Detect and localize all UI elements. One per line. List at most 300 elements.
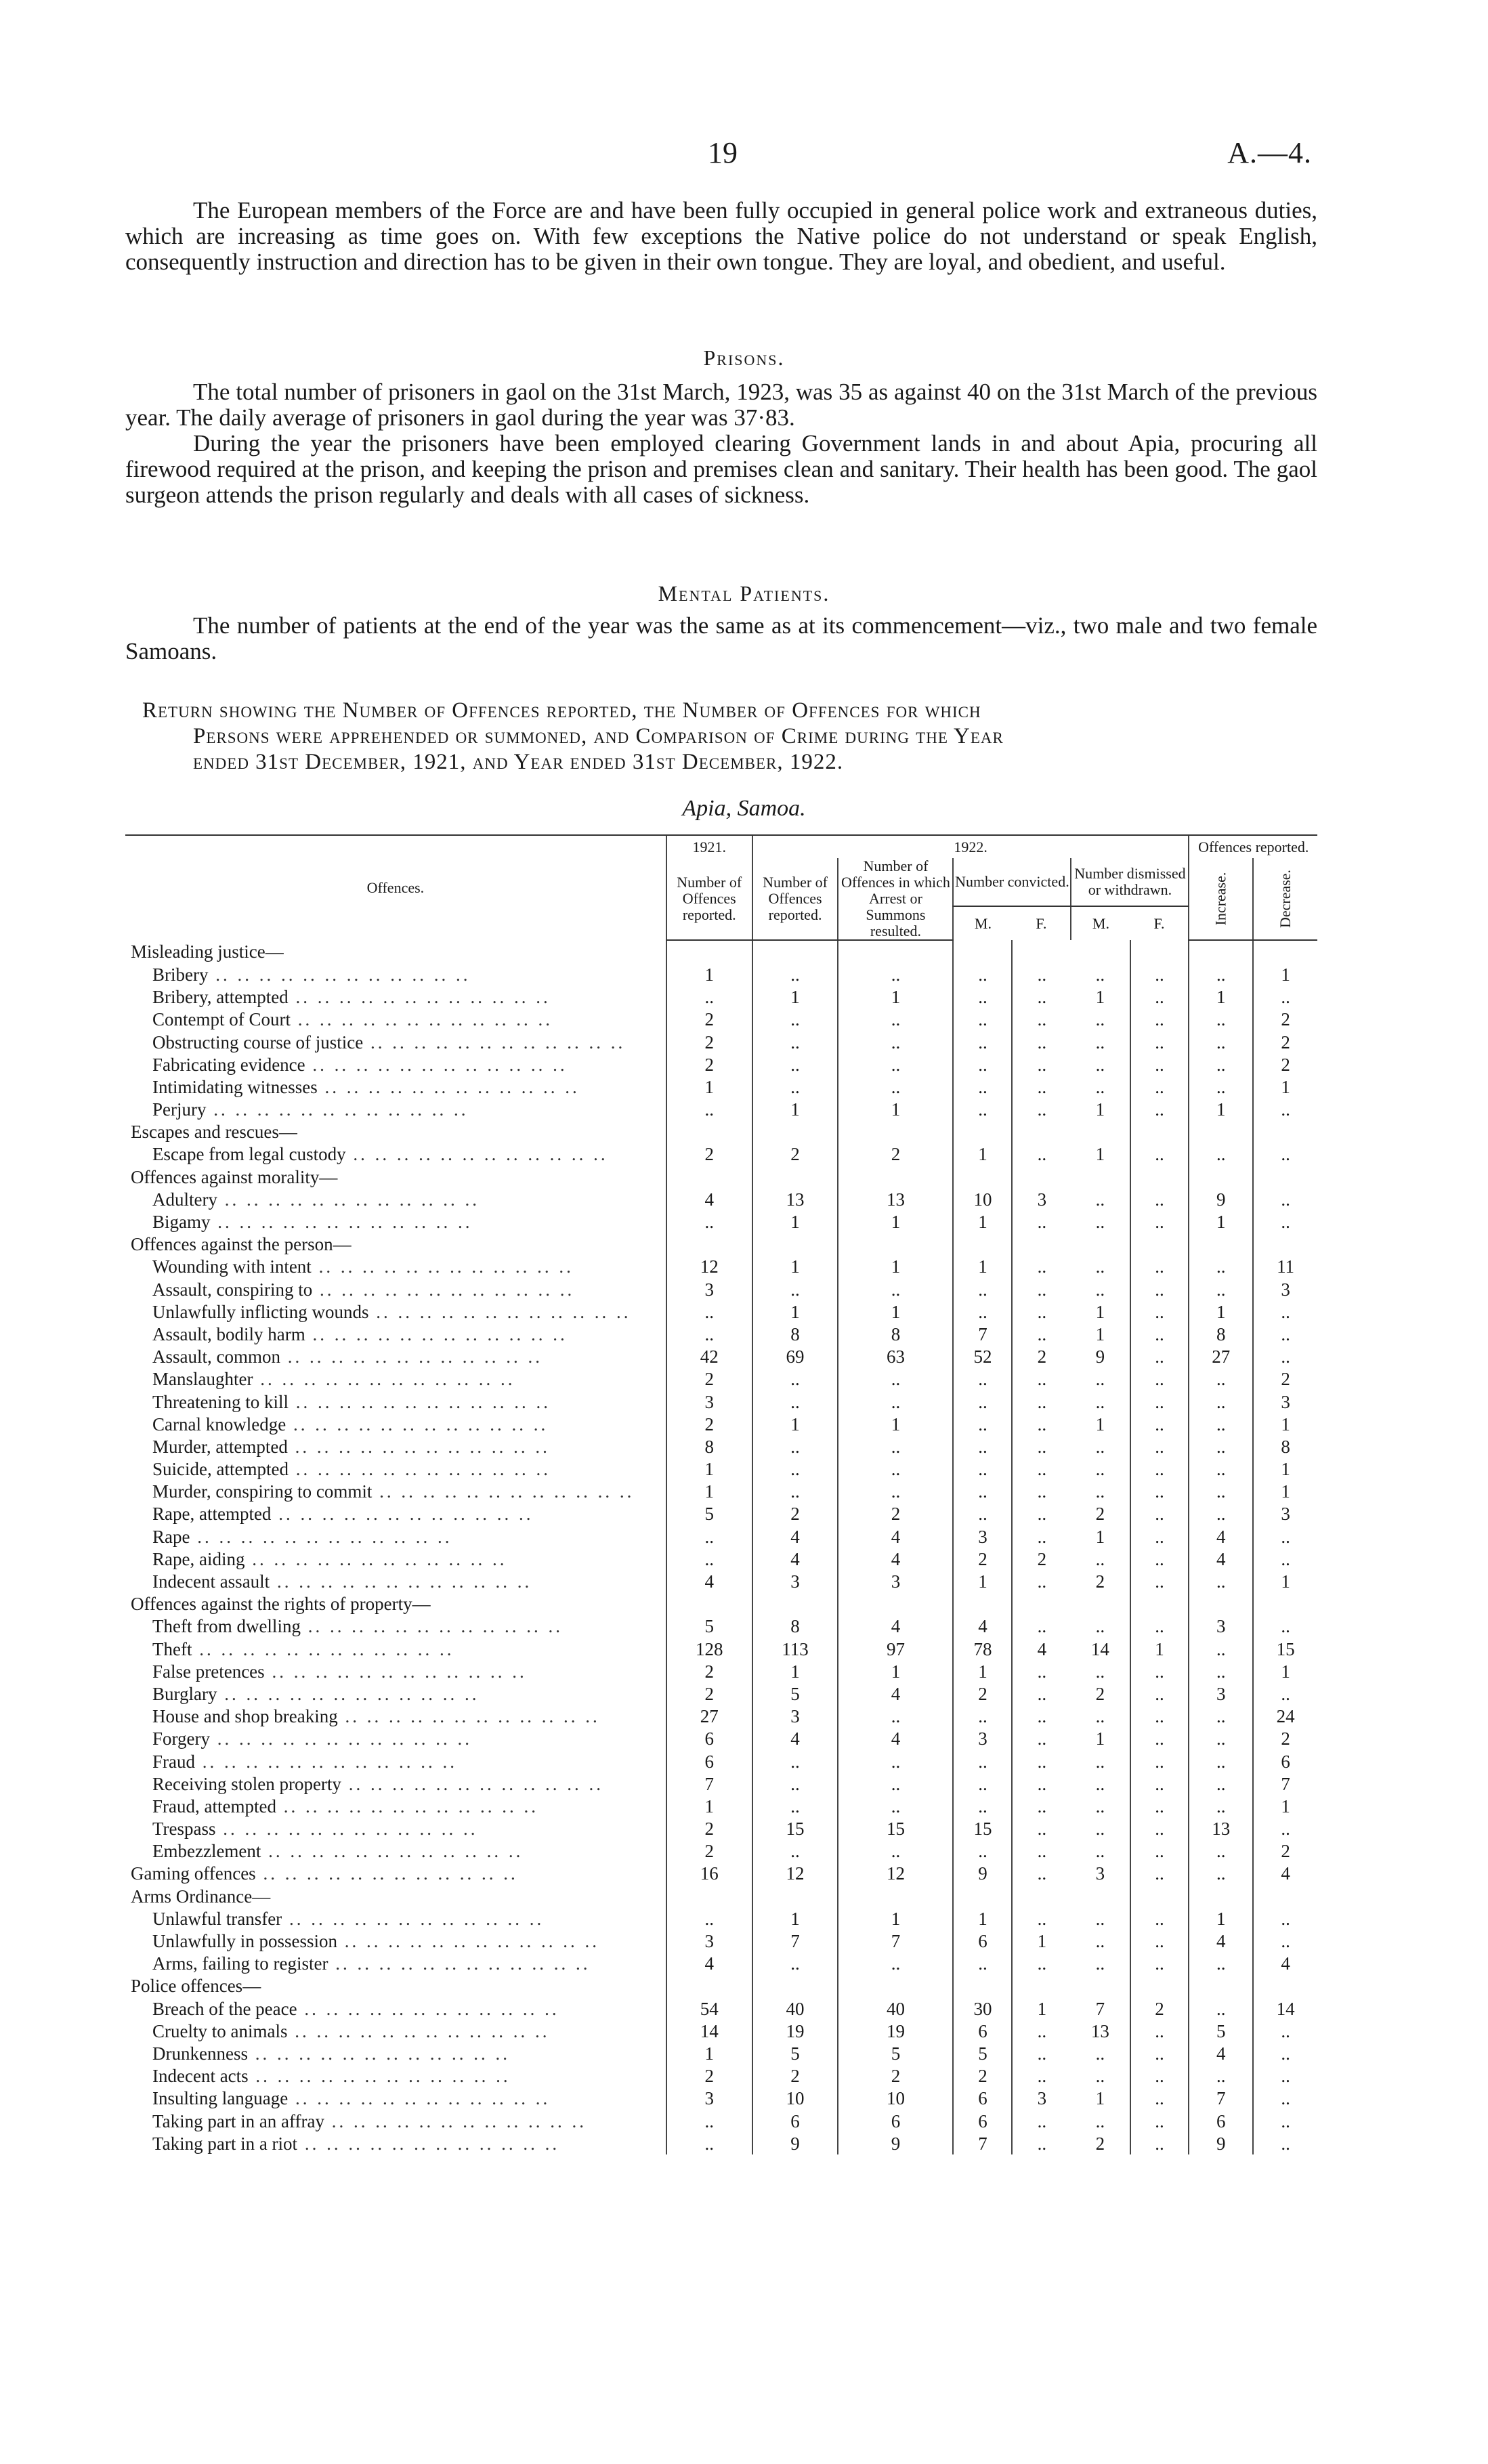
- table-cell: ..: [1130, 1390, 1189, 1413]
- table-cell: ..: [953, 1705, 1012, 1728]
- table-cell: ..: [1012, 2042, 1071, 2064]
- leader-dots: .. .. .. .. .. .. .. .. .. .. .. ..: [270, 1571, 532, 1592]
- table-cell: ..: [1012, 1076, 1071, 1098]
- table-cell: ..: [1130, 1076, 1189, 1098]
- offence-name: Breach of the peace .. .. .. .. .. .. .. .. .. .. .. ..: [152, 1998, 559, 2019]
- table-cell: 19: [752, 2020, 838, 2042]
- decrease-header: Decrease.: [1253, 858, 1317, 940]
- table-cell: ..: [1012, 986, 1071, 1008]
- table-row: [125, 1930, 1317, 1952]
- table-row: [125, 1323, 1317, 1345]
- table-cell: 8: [666, 1435, 752, 1458]
- leader-dots: .. .. .. .. .. .. .. .. .. .. .. ..: [288, 1459, 551, 1480]
- table-cell: ..: [1130, 1570, 1189, 1592]
- table-cell: [1071, 940, 1130, 963]
- table-cell: ..: [752, 1953, 838, 1975]
- table-cell: ..: [953, 1435, 1012, 1458]
- table-cell: ..: [1012, 1953, 1071, 1975]
- table-cell: ..: [1189, 1278, 1253, 1300]
- table-cell: ..: [752, 1481, 838, 1503]
- table-cell: ..: [1130, 1818, 1189, 1840]
- table-cell: 2: [1253, 1840, 1317, 1863]
- table-cell: 12: [752, 1863, 838, 1885]
- table-cell: 13: [1189, 1818, 1253, 1840]
- table-row: [125, 1233, 1317, 1256]
- table-cell: 4: [752, 1525, 838, 1548]
- table-cell: 1: [1189, 986, 1253, 1008]
- table-cell: 1: [666, 1795, 752, 1817]
- offence-name: Indecent assault .. .. .. .. .. .. .. .. .. .. .. ..: [152, 1571, 532, 1592]
- table-cell: 7: [838, 1930, 953, 1952]
- table-cell: ..: [953, 1368, 1012, 1390]
- table-cell: 1: [1253, 1795, 1317, 1817]
- dismissed-male-header: M.: [1071, 906, 1130, 940]
- table-cell: ..: [838, 1795, 953, 1817]
- table-cell: ..: [1189, 1413, 1253, 1435]
- offence-name: Misleading justice—: [131, 941, 284, 962]
- table-cell: 3: [1189, 1682, 1253, 1705]
- table-cell: 1: [838, 1660, 953, 1682]
- table-cell: ..: [1012, 1099, 1071, 1121]
- table-cell: 40: [838, 1997, 953, 2020]
- table-cell: ..: [1189, 1031, 1253, 1053]
- table-cell: 2: [1095, 1683, 1105, 1704]
- leader-dots: .. .. .. .. .. .. .. .. .. .. .. ..: [217, 1683, 480, 1704]
- table-cell: ..: [953, 986, 1012, 1008]
- return-title: [142, 698, 1317, 775]
- table-cell: 9: [752, 2132, 838, 2154]
- offence-name: Contempt of Court .. .. .. .. .. .. .. .. .. .. .. ..: [152, 1009, 553, 1030]
- table-cell: 69: [752, 1346, 838, 1368]
- table-cell: ..: [1095, 1459, 1105, 1480]
- table-cell: 6: [953, 1930, 1012, 1952]
- table-cell: 1: [838, 1256, 953, 1278]
- table-row: [125, 1548, 1317, 1570]
- mental-patients-paragraph: The number of patients at the end of the year was the same as at its commencement—viz., two male and two female Samoans.: [125, 612, 1317, 664]
- leader-dots: .. .. .. .. .. .. .. .. .. .. .. ..: [195, 1751, 457, 1772]
- table-row: [125, 1210, 1317, 1233]
- table-cell: 15: [838, 1818, 953, 1840]
- table-cell: 19: [838, 2020, 953, 2042]
- table-cell: ..: [1189, 1503, 1253, 1525]
- table-row: [125, 1907, 1317, 1930]
- table-cell: 2: [1253, 1008, 1317, 1031]
- table-row: [125, 1750, 1317, 1772]
- table-row: [125, 1166, 1317, 1188]
- leader-dots: .. .. .. .. .. .. .. .. .. .. .. ..: [291, 1009, 553, 1030]
- table-cell: ..: [1130, 2042, 1189, 2064]
- table-cell: ..: [1130, 1346, 1189, 1368]
- table-row: [125, 1458, 1317, 1481]
- table-cell: ..: [1095, 1391, 1105, 1412]
- leader-dots: .. .. .. .. .. .. .. .. .. .. .. ..: [311, 1256, 574, 1277]
- table-cell: ..: [1130, 1503, 1189, 1525]
- table-cell: [838, 1121, 953, 1143]
- table-cell: ..: [953, 1503, 1012, 1525]
- table-cell: 3: [666, 1930, 752, 1952]
- table-cell: [752, 1593, 838, 1615]
- place-caption: Apia, Samoa.: [682, 796, 806, 821]
- table-cell: 15: [953, 1818, 1012, 1840]
- table-row: [125, 1143, 1317, 1166]
- leader-dots: .. .. .. .. .. .. .. .. .. .. .. ..: [287, 2020, 550, 2041]
- table-cell: 6: [953, 2087, 1012, 2110]
- table-cell: ..: [1012, 1863, 1071, 1885]
- return-title-line-1: Return showing the Number of Offences reported, the Number of Offences for which: [142, 698, 981, 723]
- table-cell: 9: [1189, 2132, 1253, 2154]
- offences-column-header: Offences.: [125, 835, 666, 940]
- table-cell: 3: [1253, 1503, 1317, 1525]
- table-cell: 6: [1189, 2110, 1253, 2132]
- offence-name: Bribery .. .. .. .. .. .. .. .. .. .. .. ..: [152, 964, 471, 985]
- table-cell: [1253, 1593, 1317, 1615]
- table-cell: ..: [953, 1795, 1012, 1817]
- table-row: [125, 2110, 1317, 2132]
- table-cell: ..: [1253, 1323, 1317, 1345]
- mental-patients-heading: Mental Patients.: [658, 581, 830, 606]
- table-cell: ..: [1095, 1481, 1105, 1502]
- table-row: [125, 940, 1317, 963]
- table-cell: ..: [1095, 2110, 1105, 2131]
- table-cell: [953, 1593, 1012, 1615]
- table-cell: ..: [1130, 1099, 1189, 1121]
- reported-1921-header: Number of Offences reported.: [666, 858, 752, 940]
- table-cell: 1: [1095, 1728, 1105, 1749]
- table-cell: ..: [1130, 1368, 1189, 1390]
- table-cell: 13: [1090, 2020, 1109, 2041]
- table-cell: ..: [1095, 1751, 1105, 1772]
- table-cell: 6: [752, 2110, 838, 2132]
- table-cell: ..: [1189, 1705, 1253, 1728]
- offence-name: Carnal knowledge .. .. .. .. .. .. .. .. .. .. .. ..: [152, 1414, 549, 1435]
- prisons-section: [125, 379, 1317, 508]
- table-cell: ..: [1012, 1031, 1071, 1053]
- table-cell: ..: [1095, 1706, 1105, 1727]
- table-cell: ..: [953, 1750, 1012, 1772]
- table-cell: ..: [953, 1099, 1012, 1121]
- table-cell: ..: [1130, 1660, 1189, 1682]
- table-row: [125, 1570, 1317, 1592]
- table-cell: ..: [1130, 1615, 1189, 1638]
- table-cell: ..: [1012, 2020, 1071, 2042]
- table-cell: ..: [838, 963, 953, 985]
- table-cell: 1: [838, 1413, 953, 1435]
- table-cell: [1071, 1975, 1130, 1997]
- table-cell: 2: [1095, 1571, 1105, 1592]
- table-cell: ..: [1189, 1458, 1253, 1481]
- leader-dots: .. .. .. .. .. .. .. .. .. .. .. ..: [328, 1953, 591, 1974]
- table-cell: ..: [1012, 1481, 1071, 1503]
- return-title-line-3: ended 31st December, 1921, and Year ended 31st December, 1922.: [193, 750, 844, 774]
- prisons-paragraph-1: The total number of prisoners in gaol on the 31st March, 1923, was 35 as against 40 on the 31st March of the previous year. The daily average of prisoners in gaol during the year was 37·83.: [125, 379, 1317, 431]
- table-cell: 1: [752, 1256, 838, 1278]
- offence-name: Assault, common .. .. .. .. .. .. .. .. .. .. .. ..: [152, 1346, 543, 1367]
- table-cell: ..: [1012, 1682, 1071, 1705]
- prisons-paragraph-2: During the year the prisoners have been employed clearing Government lands in and about Apia, procuring all firewood required at the prison, and keeping the prison and premises clean and sanitary. Their health has been good. The gaol surgeon attends the prison regularly and deals with all cases of sickness.: [125, 430, 1317, 508]
- table-row: [125, 2020, 1317, 2042]
- table-cell: 2: [953, 1548, 1012, 1570]
- table-cell: ..: [1095, 1616, 1105, 1637]
- table-cell: [1012, 1233, 1071, 1256]
- table-cell: 3: [1012, 2087, 1071, 2110]
- table-cell: ..: [1012, 2132, 1071, 2154]
- table-row: [125, 986, 1317, 1008]
- table-row: [125, 1053, 1317, 1076]
- table-cell: 9: [1095, 1346, 1105, 1367]
- table-cell: ..: [1095, 1009, 1105, 1030]
- table-cell: ..: [1130, 1435, 1189, 1458]
- year-1921-header: 1921.: [666, 835, 752, 858]
- offence-name: False pretences .. .. .. .. .. .. .. .. .. .. .. ..: [152, 1661, 527, 1682]
- reported-1922-header: Number of Offences reported.: [752, 858, 838, 940]
- offence-name: Fabricating evidence .. .. .. .. .. .. .. .. .. .. .. ..: [152, 1054, 568, 1075]
- table-cell: [838, 1166, 953, 1188]
- table-cell: 6: [953, 2020, 1012, 2042]
- table-row: [125, 1368, 1317, 1390]
- table-cell: [1071, 1121, 1130, 1143]
- table-cell: ..: [1095, 1841, 1105, 1862]
- table-cell: 7: [1095, 1998, 1105, 2019]
- table-cell: 4: [838, 1548, 953, 1570]
- leader-dots: .. .. .. .. .. .. .. .. .. .. .. ..: [282, 1908, 545, 1929]
- leader-dots: .. .. .. .. .. .. .. .. .. .. .. ..: [312, 1279, 575, 1300]
- return-title-line-2: Persons were apprehended or summoned, and Comparison of Crime during the Year: [193, 724, 1004, 748]
- table-cell: 8: [1253, 1435, 1317, 1458]
- table-cell: 2: [838, 1143, 953, 1166]
- table-cell: 1: [1253, 1481, 1317, 1503]
- offence-name: Threatening to kill .. .. .. .. .. .. .. .. .. .. .. ..: [152, 1391, 551, 1412]
- table-cell: [666, 1166, 752, 1188]
- table-cell: 1: [666, 963, 752, 985]
- table-cell: ..: [838, 1705, 953, 1728]
- table-cell: 3: [1253, 1278, 1317, 1300]
- table-cell: 97: [838, 1638, 953, 1660]
- table-row: [125, 1076, 1317, 1098]
- table-cell: 52: [953, 1346, 1012, 1368]
- offence-name: Gaming offences .. .. .. .. .. .. .. .. .. .. .. ..: [131, 1863, 518, 1884]
- offence-name: Murder, attempted .. .. .. .. .. .. .. .. .. .. .. ..: [152, 1436, 550, 1457]
- table-cell: ..: [1130, 1750, 1189, 1772]
- table-cell: 2: [666, 1143, 752, 1166]
- table-cell: ..: [752, 1278, 838, 1300]
- table-cell: 1: [1095, 1414, 1105, 1435]
- table-cell: 2: [1095, 2133, 1105, 2154]
- table-cell: ..: [1012, 1525, 1071, 1548]
- table-row: [125, 1008, 1317, 1031]
- table-cell: 1: [838, 1099, 953, 1121]
- table-cell: 1: [1095, 2088, 1105, 2109]
- table-cell: ..: [1253, 2110, 1317, 2132]
- table-row: [125, 1188, 1317, 1210]
- table-cell: ..: [1012, 1300, 1071, 1323]
- offence-name: Cruelty to animals .. .. .. .. .. .. .. .. .. .. .. ..: [152, 2020, 550, 2041]
- leader-dots: .. .. .. .. .. .. .. .. .. .. .. ..: [286, 1414, 549, 1435]
- table-cell: [1130, 1233, 1189, 1256]
- table-cell: 1: [953, 1143, 1012, 1166]
- offence-name: Assault, bodily harm .. .. .. .. .. .. .. .. .. .. .. ..: [152, 1323, 568, 1344]
- table-cell: ..: [1253, 1548, 1317, 1570]
- table-cell: 3: [1095, 1863, 1105, 1884]
- table-cell: ..: [666, 1907, 752, 1930]
- leader-dots: .. .. .. .. .. .. .. .. .. .. .. ..: [217, 1189, 480, 1210]
- table-cell: ..: [1012, 1772, 1071, 1795]
- offence-name: Fraud .. .. .. .. .. .. .. .. .. .. .. ..: [152, 1751, 457, 1772]
- table-cell: 1: [752, 986, 838, 1008]
- table-cell: ..: [1095, 964, 1105, 985]
- table-cell: 2: [1253, 1053, 1317, 1076]
- offence-name: Rape, attempted .. .. .. .. .. .. .. .. .. .. .. ..: [152, 1504, 534, 1525]
- leader-dots: .. .. .. .. .. .. .. .. .. .. .. ..: [341, 1773, 603, 1794]
- table-cell: 40: [752, 1997, 838, 2020]
- table-cell: ..: [1095, 1032, 1105, 1053]
- table-cell: [1189, 1121, 1253, 1143]
- table-cell: 2: [838, 2065, 953, 2087]
- table-cell: ..: [838, 1458, 953, 1481]
- table-cell: 63: [838, 1346, 953, 1368]
- table-cell: [1189, 1975, 1253, 1997]
- offence-name: Drunkenness .. .. .. .. .. .. .. .. .. .. .. ..: [152, 2043, 510, 2064]
- offence-name: Escapes and rescues—: [131, 1122, 297, 1143]
- table-cell: [1130, 1121, 1189, 1143]
- offence-name: Receiving stolen property .. .. .. .. .. .. .. .. .. .. .. ..: [152, 1773, 603, 1794]
- table-cell: ..: [1012, 1818, 1071, 1840]
- table-cell: 2: [1095, 1504, 1105, 1525]
- table-cell: ..: [1253, 2042, 1317, 2064]
- leader-dots: .. .. .. .. .. .. .. .. .. .. .. ..: [305, 1323, 568, 1344]
- table-cell: ..: [1253, 2065, 1317, 2087]
- offence-name: Embezzlement .. .. .. .. .. .. .. .. .. .. .. ..: [152, 1841, 524, 1862]
- offences-reported-header: Offences reported.: [1189, 835, 1317, 858]
- table-cell: ..: [1012, 1053, 1071, 1076]
- offence-name: Fraud, attempted .. .. .. .. .. .. .. .. .. .. .. ..: [152, 1796, 538, 1817]
- table-cell: 1: [1095, 1323, 1105, 1344]
- table-cell: 4: [1253, 1953, 1317, 1975]
- table-cell: 4: [838, 1682, 953, 1705]
- table-cell: ..: [1095, 1369, 1105, 1390]
- leader-dots: .. .. .. .. .. .. .. .. .. .. .. ..: [345, 1144, 608, 1165]
- leader-dots: .. .. .. .. .. .. .. .. .. .. .. ..: [288, 1391, 551, 1412]
- table-cell: ..: [1095, 1212, 1105, 1233]
- table-cell: 16: [666, 1863, 752, 1885]
- table-cell: 78: [953, 1638, 1012, 1660]
- table-cell: ..: [1012, 1008, 1071, 1031]
- table-cell: ..: [1130, 1188, 1189, 1210]
- table-cell: ..: [838, 1368, 953, 1390]
- table-cell: ..: [953, 1953, 1012, 1975]
- table-cell: [953, 1121, 1012, 1143]
- table-cell: 10: [752, 2087, 838, 2110]
- table-cell: ..: [752, 1390, 838, 1413]
- table-cell: 1: [953, 1660, 1012, 1682]
- table-cell: ..: [1130, 1323, 1189, 1345]
- table-cell: ..: [1130, 1548, 1189, 1570]
- arrest-summons-header: Number of Offences in which Arrest or Summons resulted.: [838, 858, 953, 940]
- table-cell: ..: [953, 1008, 1012, 1031]
- table-cell: 1: [666, 1076, 752, 1098]
- table-cell: ..: [1012, 1907, 1071, 1930]
- dismissed-header: Number dismissed or withdrawn.: [1071, 858, 1189, 906]
- table-cell: [666, 1975, 752, 1997]
- leader-dots: .. .. .. .. .. .. .. .. .. .. .. ..: [215, 1819, 478, 1840]
- offence-name: Suicide, attempted .. .. .. .. .. .. .. .. .. .. .. ..: [152, 1459, 551, 1480]
- table-row: [125, 1593, 1317, 1615]
- table-cell: 2: [752, 2065, 838, 2087]
- table-cell: ..: [1189, 1840, 1253, 1863]
- table-cell: ..: [1130, 1210, 1189, 1233]
- table-cell: 2: [666, 1368, 752, 1390]
- table-cell: 3: [666, 2087, 752, 2110]
- leader-dots: .. .. .. .. .. .. .. .. .. .. .. ..: [300, 1616, 563, 1637]
- table-row: [125, 1413, 1317, 1435]
- table-cell: ..: [1253, 1907, 1317, 1930]
- table-cell: ..: [666, 1300, 752, 1323]
- table-cell: [1130, 1975, 1189, 1997]
- table-row: [125, 1346, 1317, 1368]
- table-cell: 1: [1253, 963, 1317, 985]
- table-row: [125, 1256, 1317, 1278]
- intro-paragraph: The European members of the Force are and have been fully occupied in general police work and extraneous duties, which are increasing as time goes on. With few exceptions the Native police do not understand or speak English, consequently instruction and direction has to be given in their own tongue. They are loyal, and obedient, and useful.: [125, 197, 1317, 275]
- table-cell: 5: [666, 1615, 752, 1638]
- table-cell: 2: [666, 2065, 752, 2087]
- table-cell: [1012, 1121, 1071, 1143]
- table-cell: ..: [1130, 1256, 1189, 1278]
- leader-dots: .. .. .. .. .. .. .. .. .. .. .. ..: [210, 1728, 472, 1749]
- offence-name: Bigamy .. .. .. .. .. .. .. .. .. .. .. ..: [152, 1212, 473, 1233]
- leader-dots: .. .. .. .. .. .. .. .. .. .. .. ..: [253, 1369, 515, 1390]
- offence-name: Unlawfully in possession .. .. .. .. .. .. .. .. .. .. .. ..: [152, 1931, 599, 1952]
- table-cell: [666, 1233, 752, 1256]
- leader-dots: .. .. .. .. .. .. .. .. .. .. .. ..: [261, 1841, 524, 1862]
- table-cell: 8: [838, 1323, 953, 1345]
- table-row: [125, 1772, 1317, 1795]
- table-cell: ..: [1012, 1750, 1071, 1772]
- table-cell: [953, 940, 1012, 963]
- table-cell: 4: [666, 1570, 752, 1592]
- table-cell: ..: [1095, 1076, 1105, 1097]
- table-cell: 1: [953, 1570, 1012, 1592]
- offence-name: Intimidating witnesses .. .. .. .. .. .. .. .. .. .. .. ..: [152, 1076, 580, 1097]
- table-cell: ..: [666, 1548, 752, 1570]
- offence-name: Assault, conspiring to .. .. .. .. .. .. .. .. .. .. .. ..: [152, 1279, 575, 1300]
- table-cell: 1: [1095, 987, 1105, 1008]
- leader-dots: .. .. .. .. .. .. .. .. .. .. .. ..: [337, 1706, 600, 1727]
- table-cell: 1: [666, 1481, 752, 1503]
- offence-name: Offences against the person—: [131, 1234, 352, 1255]
- table-row: [125, 1728, 1317, 1750]
- table-cell: 1: [1189, 1210, 1253, 1233]
- offence-name: Theft from dwelling .. .. .. .. .. .. .. .. .. .. .. ..: [152, 1616, 563, 1637]
- table-cell: 30: [953, 1997, 1012, 2020]
- leader-dots: .. .. .. .. .. .. .. .. .. .. .. ..: [264, 1661, 527, 1682]
- table-cell: ..: [752, 1053, 838, 1076]
- table-cell: 10: [953, 1188, 1012, 1210]
- table-cell: ..: [1130, 1840, 1189, 1863]
- table-row: [125, 1615, 1317, 1638]
- table-cell: ..: [953, 1772, 1012, 1795]
- table-cell: ..: [1189, 1435, 1253, 1458]
- table-cell: ..: [1253, 2132, 1317, 2154]
- leader-dots: .. .. .. .. .. .. .. .. .. .. .. ..: [208, 964, 471, 985]
- offence-name: Offences against morality—: [131, 1166, 338, 1187]
- table-cell: ..: [1253, 1300, 1317, 1323]
- table-cell: ..: [1189, 1728, 1253, 1750]
- table-cell: ..: [752, 1368, 838, 1390]
- table-cell: 2: [666, 1660, 752, 1682]
- table-cell: 3: [953, 1525, 1012, 1548]
- table-cell: ..: [1253, 1143, 1317, 1166]
- table-cell: [1189, 1166, 1253, 1188]
- table-cell: ..: [1189, 1795, 1253, 1817]
